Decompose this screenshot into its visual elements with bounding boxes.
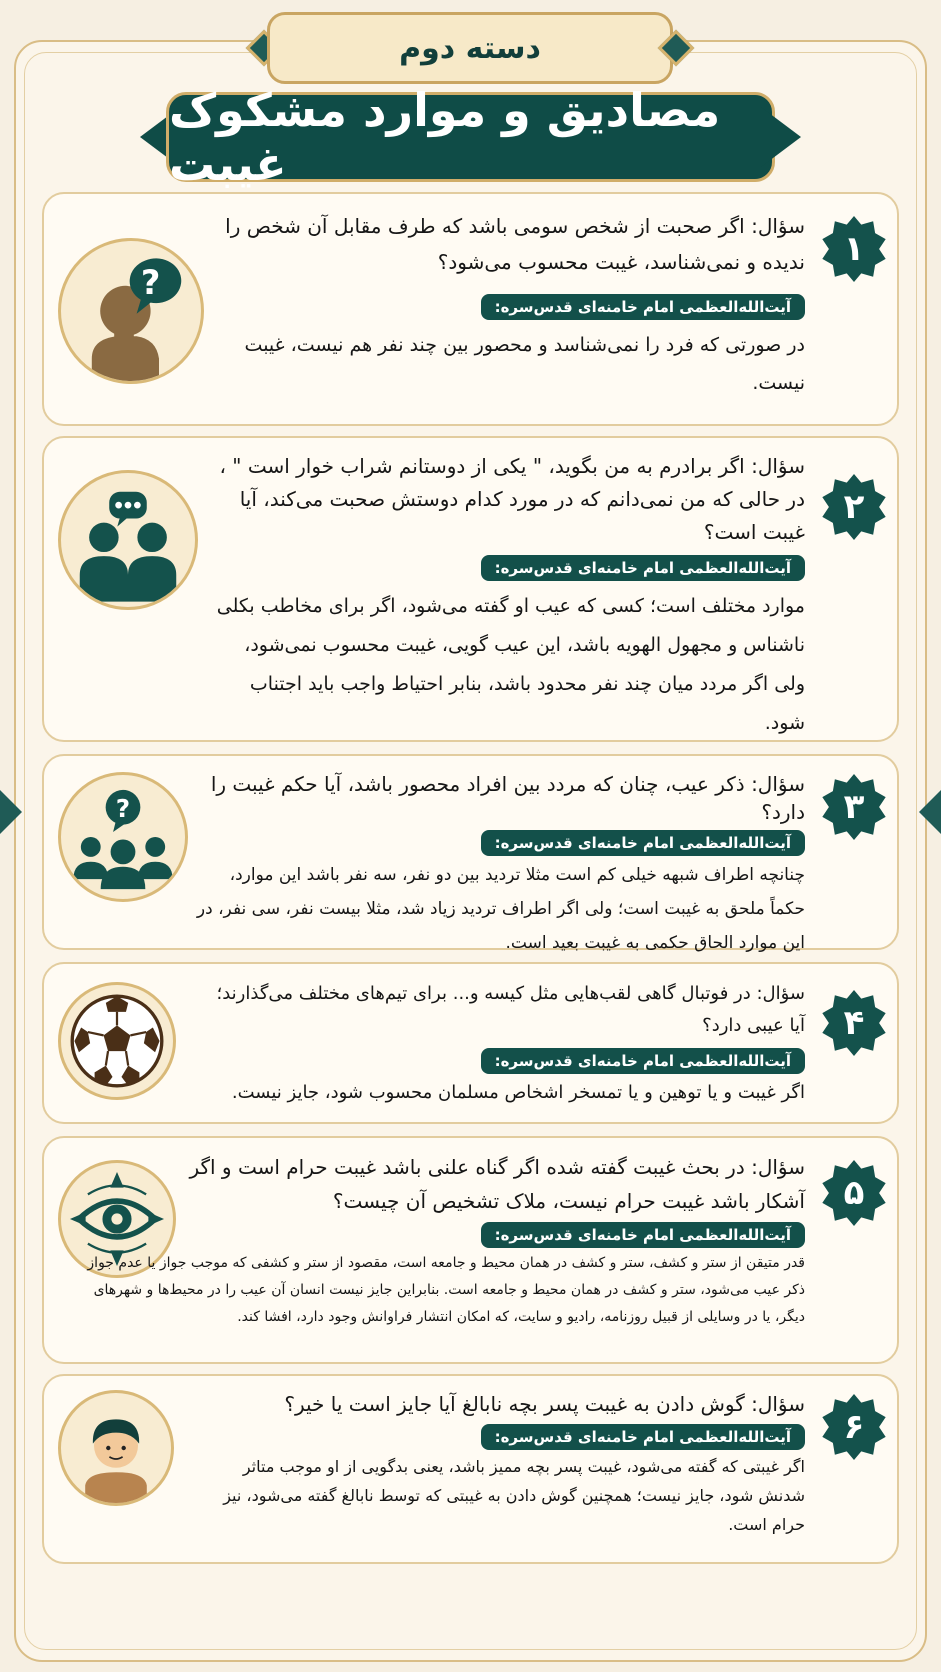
qa-card-1 <box>42 192 899 426</box>
badge-number: ۶ <box>843 1407 865 1447</box>
title-plate <box>166 83 775 191</box>
boy-avatar-icon <box>58 1390 174 1506</box>
qa-card-5 <box>42 1136 899 1364</box>
authority-label: آیت‌الله‌العظمی امام خامنه‌ای قدس‌سره: <box>481 555 805 581</box>
category-banner <box>247 8 693 86</box>
question-text: سؤال: اگر صحبت از شخص سومی باشد که طرف مقابل آن شخص را ندیده و نمی‌شناسد، غیبت محسوب می‌شود؟ <box>225 214 805 274</box>
qa-card-2 <box>42 436 899 742</box>
title-banner <box>140 83 801 191</box>
number-badge <box>821 990 887 1056</box>
badge-number: ۵ <box>843 1173 865 1213</box>
question-text: سؤال: گوش دادن به غیبت پسر بچه نابالغ آیا جایز است یا خیر؟ <box>284 1392 805 1416</box>
answer-text: اگر غیبتی که گفته می‌شود، غیبت پسر بچه ممیز باشد، یعنی بدگویی از او موجب متاثر شدنش شود، جایز نیست؛ همچنین گوش دادن به غیبتی که توسط نابالغ گفته می‌شود، نیز حرام است. <box>223 1457 805 1534</box>
answer-text: قدر متیقن از ستر و کشف، ستر و کشف در همان محیط و جامعه است، مقصود از ستر و کشفی که موجب جواز یا عدم جواز ذکر عیب می‌شود، ستر و کشف در همان محیط و جامعه است. بنابراین جایز نیست انسان آن عیب را در محیط‌ها و شهرهای دیگر، یا در وسایلی از قبیل روزنامه، رادیو و سایت، که امکان انتشار فراوانش وجود دارد، افشا کند. <box>87 1255 805 1325</box>
authority-label: آیت‌الله‌العظمی امام خامنه‌ای قدس‌سره: <box>481 294 805 320</box>
badge-number: ۲ <box>843 487 865 527</box>
authority-label: آیت‌الله‌العظمی امام خامنه‌ای قدس‌سره: <box>481 1048 805 1074</box>
qa-card-3 <box>42 754 899 953</box>
number-badge <box>821 216 887 282</box>
two-people-chat-icon <box>58 470 198 610</box>
authority-label: آیت‌الله‌العظمی امام خامنه‌ای قدس‌سره: <box>481 830 805 856</box>
answer-text: موارد مختلف است؛ کسی که عیب او گفته می‌شود، اگر برای مخاطب بکلی ناشناس و مجهول الهویه باشد، این عیب گویی، غیبت محسوب نمی‌شود، ولی اگر مردد میان چند نفر محدود باشد، بنابر احتیاط واجب باید اجتناب شود. <box>216 595 805 734</box>
question-text: سؤال: اگر برادرم به من بگوید، " یکی از دوستانم شراب خوار است " ، در حالی که من نمی‌دانم که در مورد کدام دوستش صحبت می‌کند، آیا غیبت است؟ <box>219 454 805 544</box>
qa-card-6 <box>42 1374 899 1564</box>
question-text: سؤال: ذکر عیب، چنان که مردد بین افراد محصور باشد، آیا حکم غیبت را دارد؟ <box>210 772 805 824</box>
badge-number: ۳ <box>843 787 865 827</box>
svg-text:?: ? <box>115 794 131 824</box>
svg-text:?: ? <box>140 263 161 303</box>
question-text: سؤال: در بحث غیبت گفته شده اگر گناه علنی باشد غیبت حرام است و اگر آشکار باشد غیبت حرام نیست، ملاک تشخیص آن چیست؟ <box>189 1155 805 1213</box>
answer-text: در صورتی که فرد را نمی‌شناسد و محصور بین چند نفر هم نیست، غیبت نیست. <box>244 334 805 394</box>
answer-text: اگر غیبت و یا توهین و یا تمسخر اشخاص مسلمان محسوب شود، جایز نیست. <box>231 1082 805 1103</box>
authority-label: آیت‌الله‌العظمی امام خامنه‌ای قدس‌سره: <box>481 1222 805 1248</box>
group-question-icon <box>58 772 188 902</box>
person-question-icon <box>58 238 204 384</box>
banner-tip-right <box>761 107 801 167</box>
badge-number: ۱ <box>843 229 865 269</box>
number-badge <box>821 774 887 840</box>
number-badge <box>821 1160 887 1226</box>
soccer-ball-icon <box>58 982 176 1100</box>
question-text: سؤال: در فوتبال گاهی لقب‌هایی مثل کیسه و... برای تیم‌های مختلف می‌گذارند؛ آیا عیبی دارد؟ <box>216 983 805 1036</box>
category-plate <box>267 12 673 84</box>
qa-card-4 <box>42 962 899 1124</box>
badge-number: ۴ <box>843 1003 865 1043</box>
number-badge <box>821 1394 887 1460</box>
number-badge <box>821 474 887 540</box>
page-title: مصادیق و موارد مشکوک غیبت <box>169 83 721 191</box>
answer-text: چنانچه اطراف شبهه خیلی کم است مثلا تردید بین دو نفر، سه نفر باشد این موارد، حکماً ملحق به غیبت است؛ ولی اگر اطراف تردید زیاد شد، مثلا بیست نفر، سی نفر، در این موارد الحاق حکمی به غیبت بعید است. <box>196 865 805 953</box>
category-label: دسته دوم <box>399 30 541 66</box>
authority-label: آیت‌الله‌العظمی امام خامنه‌ای قدس‌سره: <box>481 1424 805 1450</box>
